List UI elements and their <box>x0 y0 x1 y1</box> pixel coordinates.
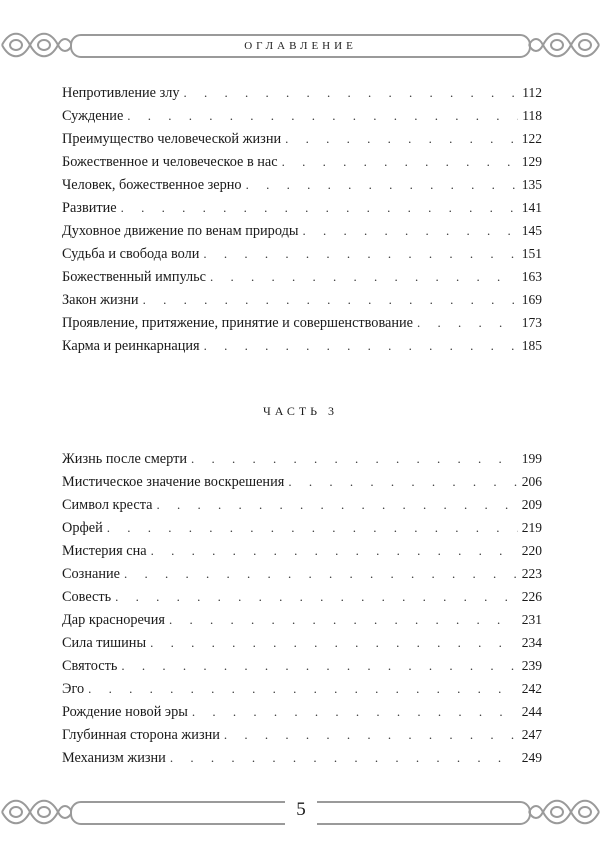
header-frame <box>70 34 531 58</box>
toc-entry[interactable] <box>62 338 542 361</box>
toc-entry[interactable] <box>62 704 542 727</box>
toc-entry-title: Жизнь после смерти <box>62 451 188 467</box>
toc-entry-title: Мистерия сна <box>62 543 147 559</box>
toc-entry-page: 145 <box>521 223 542 238</box>
toc-entry[interactable] <box>62 108 542 131</box>
toc-entry-title: Эго <box>62 681 85 697</box>
dot-leader <box>302 223 517 239</box>
toc-entry[interactable] <box>62 85 542 108</box>
toc-entry-title: Закон жизни <box>62 292 139 308</box>
page-title: ОГЛАВЛЕНИЕ <box>244 40 357 52</box>
toc-entry[interactable] <box>62 474 542 497</box>
toc-entry-page: 247 <box>521 727 542 742</box>
toc-entry-title: Совесть <box>62 589 112 605</box>
toc-entry-page: 239 <box>521 658 542 673</box>
dot-leader <box>156 497 517 513</box>
toc-entry-title: Преимущество человеческой жизни <box>62 131 282 147</box>
toc-entry-page: 223 <box>521 566 542 581</box>
toc-entry-page: 242 <box>521 681 542 696</box>
toc-entry-page: 129 <box>521 154 542 169</box>
part-heading: ЧАСТЬ 3 <box>262 404 339 418</box>
dot-leader <box>143 292 518 308</box>
toc-entry-title: Механизм жизни <box>62 750 166 766</box>
toc-entry-page: 122 <box>521 131 542 146</box>
toc-entry-title: Суждение <box>62 108 124 124</box>
toc-entry-page: 219 <box>521 520 542 535</box>
dot-leader <box>417 315 518 331</box>
dot-leader <box>115 589 518 605</box>
toc-entry-title: Судьба и свобода воли <box>62 246 200 262</box>
toc-entry-title: Святость <box>62 658 118 674</box>
toc-entry-page: 244 <box>521 704 542 719</box>
toc-entry-page: 231 <box>521 612 542 627</box>
dot-leader <box>169 612 518 628</box>
toc-entry-title: Символ креста <box>62 497 153 513</box>
dot-leader <box>210 269 518 285</box>
page-number: 5 <box>285 793 317 827</box>
toc-entry[interactable] <box>62 727 542 750</box>
dot-leader <box>246 177 518 193</box>
toc-entry-title: Глубинная сторона жизни <box>62 727 220 743</box>
toc-entry-title: Мистическое значение воскрешения <box>62 474 285 490</box>
celtic-knot-ornament-bottom-right <box>527 795 601 829</box>
toc-entry-title: Божественное и человеческое в нас <box>62 154 278 170</box>
toc-entry[interactable] <box>62 177 542 200</box>
toc-entry-page: 206 <box>521 474 542 489</box>
toc-entry[interactable] <box>62 154 542 177</box>
toc-entry-page: 169 <box>521 292 542 307</box>
celtic-knot-ornament-right <box>527 28 601 62</box>
toc-entry-page: 220 <box>521 543 542 558</box>
toc-entry[interactable] <box>62 131 542 154</box>
toc-entry[interactable] <box>62 681 542 704</box>
toc-entry-page: 151 <box>521 246 542 261</box>
toc-entry[interactable] <box>62 497 542 520</box>
toc-entry-page: 249 <box>521 750 542 765</box>
toc-entry-page: 209 <box>521 497 542 512</box>
toc-entry[interactable] <box>62 223 542 246</box>
toc-entry-title: Орфей <box>62 520 103 536</box>
dot-leader <box>150 635 518 651</box>
dot-leader <box>88 681 518 697</box>
toc-entry-title: Рождение новой эры <box>62 704 188 720</box>
toc-entry-title: Проявление, притяжение, принятие и совершенствование <box>62 315 414 331</box>
dot-leader <box>121 658 517 674</box>
toc-entry[interactable] <box>62 269 542 292</box>
toc-entry-page: 118 <box>522 108 542 123</box>
toc-entry-title: Непротивление злу <box>62 85 180 101</box>
toc-entry[interactable] <box>62 589 542 612</box>
toc-section-2 <box>62 451 542 773</box>
toc-entry[interactable] <box>62 292 542 315</box>
toc-entry[interactable] <box>62 451 542 474</box>
toc-entry-page: 226 <box>521 589 542 604</box>
toc-entry-title: Дар красноречия <box>62 612 165 628</box>
dot-leader <box>121 200 518 216</box>
dot-leader <box>184 85 519 101</box>
toc-entry-page: 112 <box>522 85 542 100</box>
toc-entry[interactable] <box>62 246 542 269</box>
dot-leader <box>203 246 517 262</box>
toc-entry[interactable] <box>62 566 542 589</box>
dot-leader <box>224 727 518 743</box>
toc-entry-page: 135 <box>521 177 542 192</box>
dot-leader <box>191 451 518 467</box>
dot-leader <box>285 131 518 147</box>
toc-entry-title: Божественный импульс <box>62 269 207 285</box>
toc-entry-page: 199 <box>521 451 542 466</box>
toc-entry-title: Сознание <box>62 566 120 582</box>
celtic-knot-ornament-bottom-left <box>0 795 74 829</box>
celtic-knot-ornament-left <box>0 28 74 62</box>
toc-entry[interactable] <box>62 543 542 566</box>
toc-entry[interactable] <box>62 635 542 658</box>
dot-leader <box>124 566 518 582</box>
dot-leader <box>288 474 517 490</box>
toc-entry[interactable] <box>62 315 542 338</box>
toc-section-1 <box>62 85 542 361</box>
toc-entry[interactable] <box>62 520 542 543</box>
toc-entry-title: Развитие <box>62 200 117 216</box>
toc-entry-title: Сила тишины <box>62 635 147 651</box>
toc-entry-page: 185 <box>521 338 542 353</box>
toc-entry[interactable] <box>62 658 542 681</box>
toc-entry[interactable] <box>62 750 542 773</box>
toc-entry-title: Карма и реинкарнация <box>62 338 200 354</box>
dot-leader <box>151 543 518 559</box>
page-footer <box>0 795 601 829</box>
dot-leader <box>282 154 518 170</box>
toc-entry-title: Человек, божественное зерно <box>62 177 242 193</box>
page-header <box>0 28 601 62</box>
dot-leader <box>107 520 518 536</box>
dot-leader <box>170 750 518 766</box>
toc-entry-title: Духовное движение по венам природы <box>62 223 299 239</box>
dot-leader <box>127 108 518 124</box>
dot-leader <box>204 338 518 354</box>
toc-entry-page: 173 <box>521 315 542 330</box>
toc-entry[interactable] <box>62 200 542 223</box>
toc-entry[interactable] <box>62 612 542 635</box>
toc-entry-page: 234 <box>521 635 542 650</box>
toc-entry-page: 163 <box>521 269 542 284</box>
toc-entry-page: 141 <box>521 200 542 215</box>
dot-leader <box>192 704 518 720</box>
